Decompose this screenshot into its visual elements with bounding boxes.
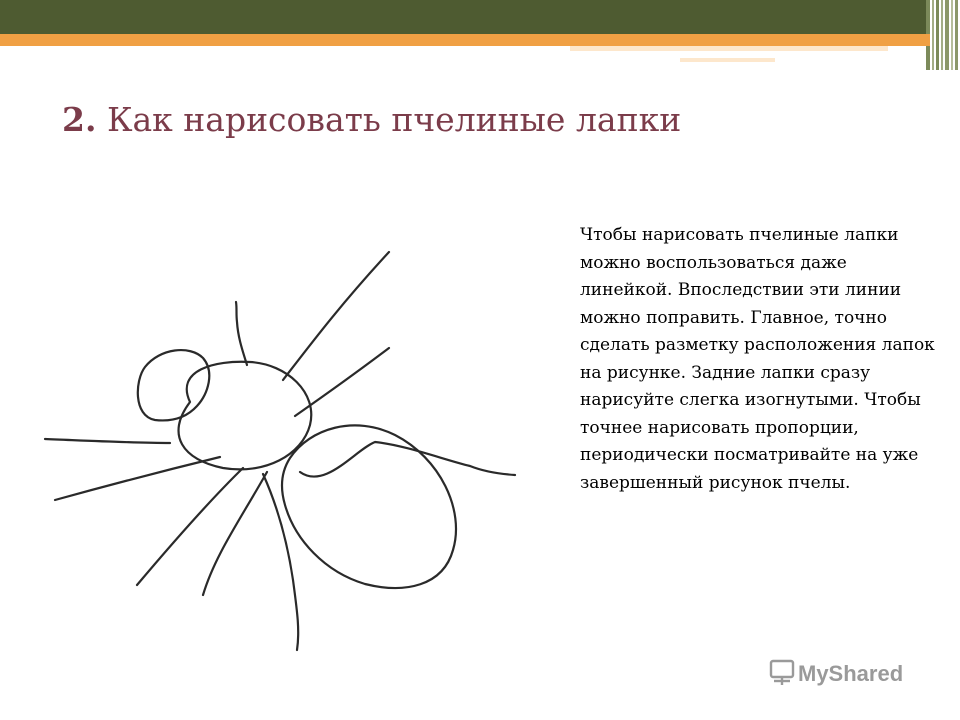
- bee-leg-7: [203, 472, 267, 595]
- bee-leg-1: [236, 302, 247, 365]
- header-stripes: [926, 0, 960, 70]
- accent-rule-highlight-2: [680, 58, 775, 62]
- slide-body-text: Чтобы нарисовать пчелиные лапки можно воспользоваться даже линейкой. Впоследствии эти линии можно поправить. Главное, точно сделать разметку расположения лапок на рисунке. Задние лапки сразу нарисуйте слегка изогнутыми. Чтобы точнее нарисовать пропорции, периодически посматривайте на уже завершенный рисунок пчелы.: [580, 225, 935, 493]
- header-band: [0, 0, 960, 34]
- presentation-icon: [771, 661, 793, 685]
- bee-leg-4: [45, 439, 170, 443]
- bee-leg-3: [295, 348, 389, 416]
- accent-rule: [0, 34, 930, 46]
- bee-sketch-illustration: [25, 210, 540, 660]
- bee-leg-9: [263, 474, 298, 650]
- accent-rule-highlight: [570, 46, 888, 51]
- bee-leg-8: [300, 442, 515, 477]
- bee-leg-5: [55, 457, 220, 500]
- bee-thorax: [179, 362, 312, 470]
- watermark-text: MyShared: [798, 661, 904, 686]
- myshared-watermark: [768, 655, 928, 691]
- slide-title: [62, 100, 681, 139]
- bee-abdomen: [282, 425, 456, 588]
- bee-leg-6: [137, 468, 243, 585]
- title-number: 2.: [62, 100, 97, 139]
- title-text: Как нарисовать пчелиные лапки: [96, 100, 682, 139]
- bee-head: [138, 350, 209, 420]
